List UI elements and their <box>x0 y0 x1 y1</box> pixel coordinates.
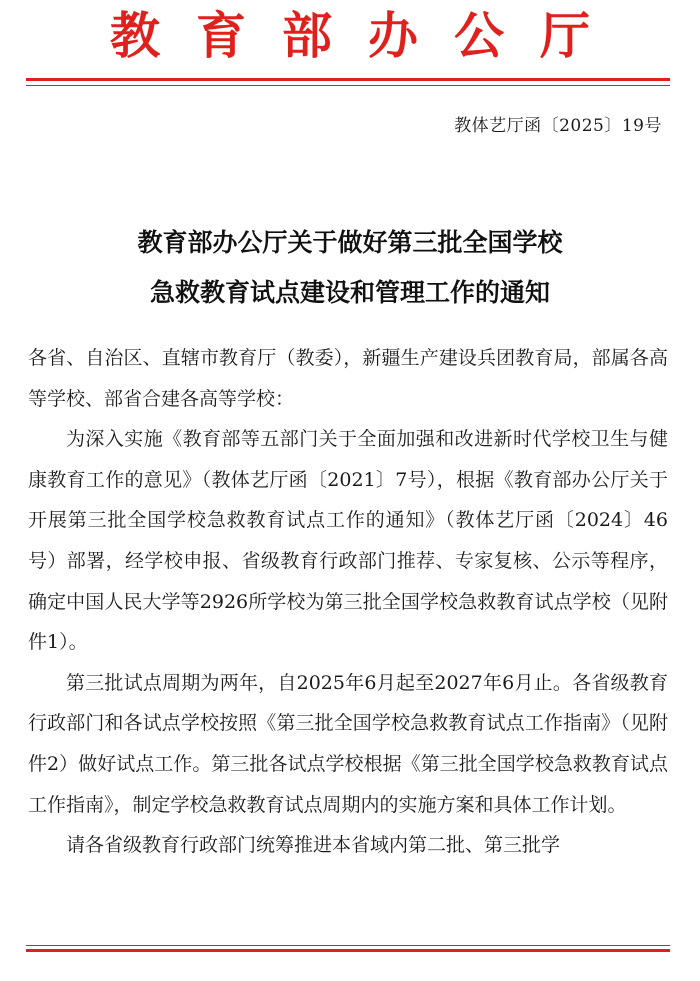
masthead-issuer: 教育部办公厅 <box>110 6 626 65</box>
paragraph-partial: 请各省级教育行政部门统筹推进本省域内第二批、第三批学 <box>66 834 561 857</box>
header-rule-thick <box>26 78 670 81</box>
salutation: 各省、自治区、直辖市教育厅（教委），新疆生产建设兵团教育局，部属各高等学校、部省合建各高等学校： <box>28 347 668 410</box>
paragraph: 为深入实施《教育部等五部门关于全面加强和改进新时代学校卫生与健康教育工作的意见》（教体艺厅函〔2021〕7号），根据《教育部办公厅关于开展第三批全国学校急救教育试点工作的通知》（教体艺厅函〔2024〕46号）部署，经学校申报、省级教育行政部门推荐、专家复核、公示等程序，确定中国人民大学等2926所学校为第三批全国学校急救教育试点学校（见附件1）。 <box>28 428 668 654</box>
document-body <box>28 338 668 866</box>
document-title <box>0 218 700 318</box>
paragraph: 第三批试点周期为两年，自2025年6月起至2027年6月止。各省级教育行政部门和各试点学校按照《第三批全国学校急救教育试点工作指南》（见附件2）做好试点工作。第三批各试点学校根据《第三批全国学校急救教育试点工作指南》，制定学校急救教育试点周期内的实施方案和具体工作计划。 <box>28 671 668 816</box>
title-line-1: 教育部办公厅关于做好第三批全国学校 <box>137 228 563 257</box>
footer-rule-thin <box>26 945 670 946</box>
header-rule-thin <box>26 85 670 86</box>
title-line-2: 急救教育试点建设和管理工作的通知 <box>149 278 550 307</box>
document-number: 教体艺厅函〔2025〕19号 <box>454 116 662 136</box>
footer-rule-thick <box>26 949 670 952</box>
